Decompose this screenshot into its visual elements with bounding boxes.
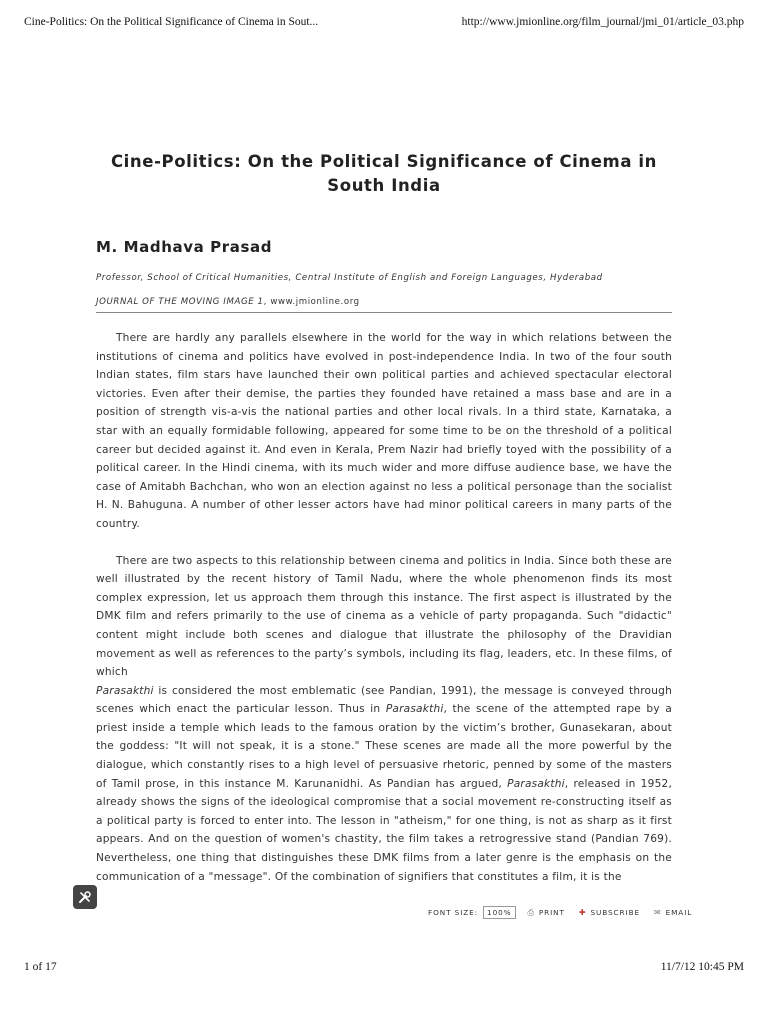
page-url[interactable]: http://www.jmionline.org/film_journal/jmi_01/article_03.php (461, 16, 744, 28)
paragraph-3-text: , the scene of the attempted rape by a priest inside a temple which leads to the famous oration by the victim’s brother, Gunasekaran, about the goddess: "It will not speak, it is a stone." These scenes are made all the more powerful by the dialogue, which constantly rises to a high level of persuasive rhetoric, penned by some of the masters of Tamil prose, in this instance M. Karunanidhi. As Pandian has argued, (96, 703, 672, 790)
journal-site[interactable]: www.jmionline.org (270, 297, 360, 307)
title-divider (96, 312, 672, 313)
article-title: Cine-Politics: On the Political Significance of Cinema in South India (110, 152, 658, 195)
email-icon: ✉ (653, 908, 662, 917)
tools-button[interactable] (73, 885, 97, 909)
film-title: Parasakthi (96, 684, 154, 697)
subscribe-icon: ✚ (578, 908, 587, 917)
paragraph-3-text: , released in 1952, already shows the signs of the ideological compromise that a social movement re-constructing itself as a political party is forced to enter into. The lesson in "atheism," for one thing, is not as sharp as it first appears. And on the question of women's chastity, the film takes a retrogressive stand (Pandian 769). Nevertheless, one thing that distinguishes these DMK films from a later genre is the emphasis on the communication of a "message". Of the combination of signifiers that constitutes a film, it is the (96, 777, 673, 883)
print-icon: ⎙ (527, 907, 535, 917)
print-button[interactable] (528, 908, 565, 918)
tools-icon (78, 890, 92, 904)
print-timestamp: 11/7/12 10:45 PM (660, 961, 744, 973)
journal-line (96, 297, 672, 307)
author-affiliation: Professor, School of Critical Humanities, Central Institute of English and Foreign Languages, Hyderabad (96, 273, 603, 283)
paragraph-3-text: is considered the most emblematic (see Pandian, 1991), the message is conveyed through scenes which enact the particular lesson. Thus in (96, 684, 672, 716)
author-name: M. Madhava Prasad (96, 238, 273, 256)
film-title: Parasakthi (385, 703, 444, 716)
journal-name: JOURNAL OF THE MOVING IMAGE 1 (96, 297, 264, 307)
font-size-label: FONT SIZE: (428, 908, 479, 917)
subscribe-label: SUBSCRIBE (590, 908, 640, 917)
journal-separator: , (263, 297, 271, 307)
email-label: EMAIL (665, 908, 693, 917)
paragraph-1: There are hardly any parallels elsewhere in the world for the way in which relations between the institutions of cinema and politics have evolved in post-independence India. In two of the four south Indian states, film stars have launched their own political parties and achieved spectacular electoral victories. Even after their demise, the parties they founded have retained a mass base and are in a position of strength vis-a-vis the national parties and other local rivals. In a third state, Karnataka, a star with an equally formidable following, appeared for some time to be on the threshold of a political career but decided against it. And even in Kerala, Prem Nazir had briefly toyed with the possibility of a political career. In the Hindi cinema, with its much wider and more diffuse audience base, we have the case of Amitabh Bachchan, who won an election against no less a political personage than the socialist H. N. Bahuguna. A number of other lesser actors have had minor political careers in many parts of the country. (96, 332, 672, 530)
email-button[interactable] (654, 908, 692, 917)
print-label: PRINT (538, 908, 565, 917)
font-size-selector[interactable]: 100% (483, 906, 515, 919)
subscribe-button[interactable] (579, 908, 640, 917)
paragraph-2: There are two aspects to this relationship between cinema and politics in India. Since both these are well illustrated by the recent history of Tamil Nadu, where the whole phenomenon finds its most complex expression, let us approach them through this instance. The first aspect is illustrated by the DMK film and refers primarily to the use of cinema as a vehicle of party propaganda. Such "didactic" content might include both scenes and dialogue that illustrate the philosophy of the Dravidian movement as well as references to the party’s symbols, including its flag, leaders, etc. In these films, of which (96, 554, 672, 679)
article (96, 150, 672, 886)
paragraph-3 (96, 682, 672, 887)
page-title: Cine-Politics: On the Political Significance of Cinema in Sout... (24, 16, 319, 28)
article-toolbar (428, 906, 706, 919)
film-title: Parasakthi (507, 777, 565, 790)
page-count: 1 of 17 (24, 961, 57, 973)
